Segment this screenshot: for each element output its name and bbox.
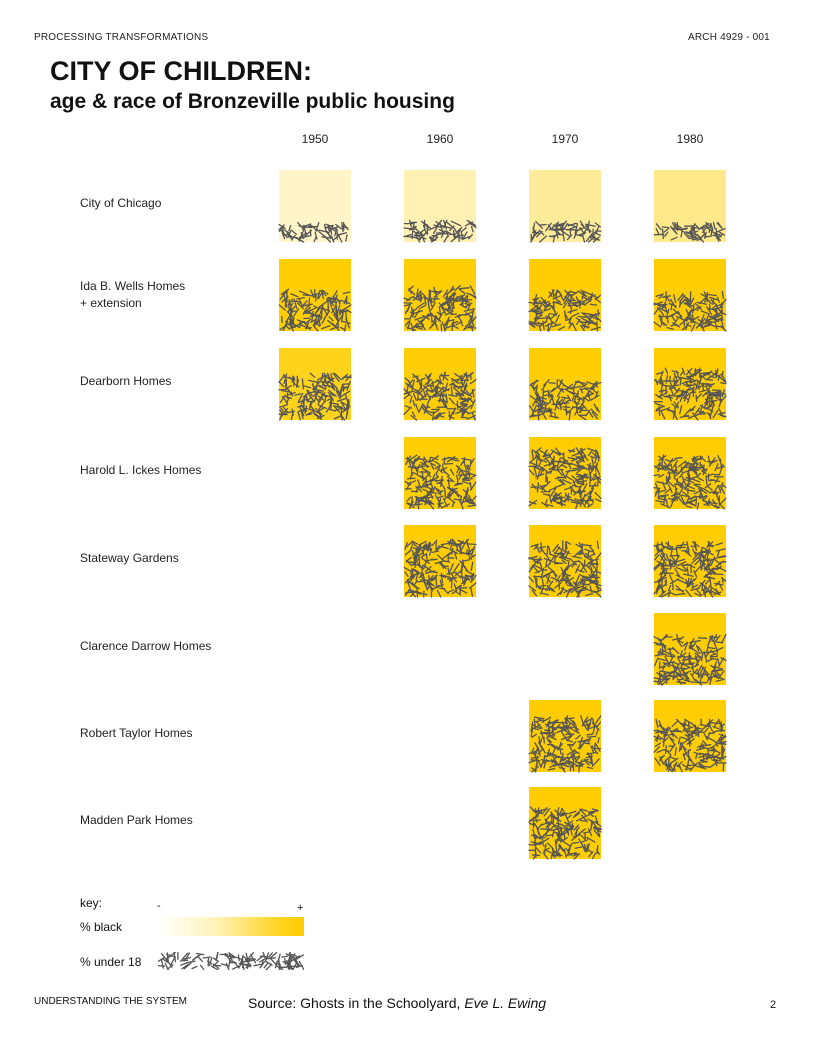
column-header-1980: 1980 [676, 132, 704, 146]
cell-black-fill [404, 170, 476, 242]
row-label-line: Dearborn Homes [80, 373, 172, 388]
cell-6-2 [529, 700, 601, 772]
cell-3-1 [404, 437, 476, 509]
row-label-line: Robert Taylor Homes [80, 725, 193, 740]
row-label-line: + extension [80, 296, 142, 310]
header-course-number: ARCH 4929 - 001 [688, 32, 770, 43]
row-label-line: Stateway Gardens [80, 550, 179, 565]
source-prefix: Source: Ghosts in the Schoolyard, [248, 995, 465, 1011]
key-heading: key: [80, 896, 103, 910]
cell-1-2 [529, 259, 601, 331]
row-label-line: Madden Park Homes [80, 812, 193, 827]
row-label-line: Ida B. Wells Homes [80, 279, 186, 293]
column-header-1970: 1970 [551, 132, 579, 146]
cell-3-2 [529, 437, 601, 509]
column-header-1960: 1960 [426, 132, 454, 146]
source-citation [248, 995, 546, 1011]
cell-3-3 [654, 437, 726, 509]
cell-6-3 [654, 700, 726, 772]
cell-1-3 [654, 259, 726, 331]
key-black-label: % black [80, 920, 123, 934]
chart-subtitle: age & race of Bronzeville public housing [50, 90, 455, 113]
footer-section-title: UNDERSTANDING THE SYSTEM [34, 996, 187, 1007]
source-author: Eve L. Ewing [464, 995, 547, 1011]
cell-5-3 [654, 613, 726, 685]
cell-2-0 [279, 348, 351, 420]
row-label-line: Harold L. Ickes Homes [80, 462, 202, 477]
chart-title: CITY OF CHILDREN: [50, 56, 312, 86]
cell-0-1 [404, 170, 476, 242]
cell-7-2 [529, 787, 601, 859]
cell-1-1 [404, 259, 476, 331]
cell-2-3 [654, 348, 726, 420]
key-hatch-marks [158, 952, 304, 970]
page-number: 2 [770, 999, 777, 1011]
header-course-title: PROCESSING TRANSFORMATIONS [34, 32, 209, 43]
key-plus-sign: + [297, 902, 304, 914]
cell-0-0 [279, 170, 351, 242]
cell-4-2 [529, 525, 601, 597]
key-black-gradient [158, 917, 304, 936]
cell-4-1 [404, 525, 476, 597]
cell-2-2 [529, 348, 601, 420]
cell-1-0 [279, 259, 351, 331]
row-label-line: Clarence Darrow Homes [80, 638, 212, 653]
cell-0-2 [529, 170, 601, 242]
column-header-1950: 1950 [301, 132, 329, 146]
cell-4-3 [654, 525, 726, 597]
key-under18-pattern [158, 952, 304, 970]
key-minus-sign: - [157, 900, 161, 912]
cell-0-3 [654, 170, 726, 242]
cell-2-1 [404, 348, 476, 420]
row-label-line: City of Chicago [80, 195, 162, 210]
key-under18-label: % under 18 [80, 955, 142, 969]
